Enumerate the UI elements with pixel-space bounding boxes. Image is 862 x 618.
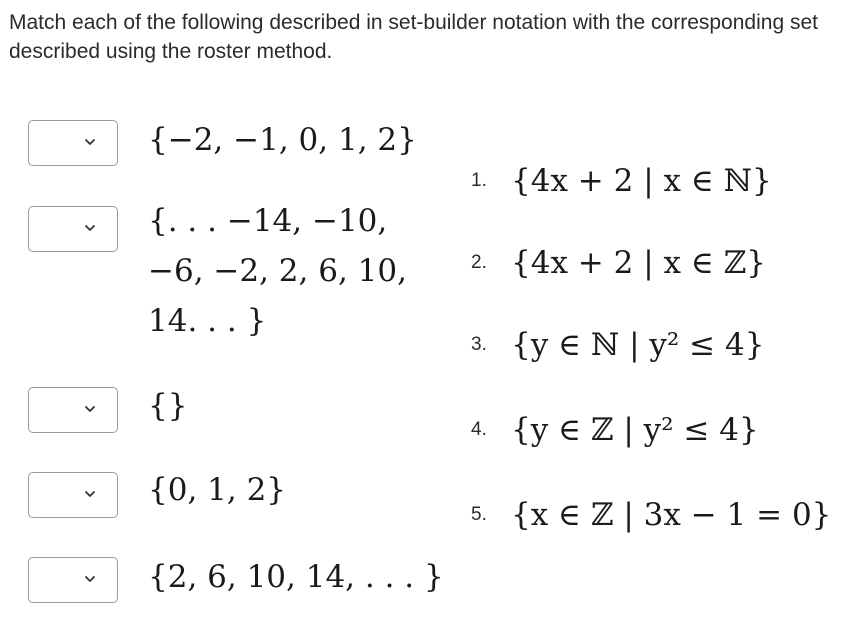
match-dropdown-2[interactable] — [28, 206, 118, 252]
roster-set-line: {0, 1, 2} — [148, 472, 287, 508]
option-number: 1. — [471, 170, 487, 191]
roster-set-line: 14. . . } — [148, 303, 267, 339]
roster-set-4 — [148, 465, 286, 515]
roster-set-3 — [148, 381, 187, 431]
chevron-down-icon — [83, 402, 97, 416]
match-dropdown-3[interactable] — [28, 387, 118, 433]
match-dropdown-1[interactable] — [28, 120, 118, 166]
set-builder-option-3 — [471, 327, 764, 363]
roster-set-line: {. . . −14, −10, — [148, 203, 388, 239]
roster-set-line: −6, −2, 2, 6, 10, — [148, 253, 407, 289]
set-builder-option-4 — [471, 412, 759, 448]
set-builder-option-5 — [471, 497, 831, 533]
roster-set-line: {2, 6, 10, 14, . . . } — [148, 559, 444, 595]
option-expression: {4x + 2 | x ∈ ℤ} — [511, 245, 766, 281]
chevron-down-icon — [83, 221, 97, 235]
chevron-down-icon — [83, 572, 97, 586]
chevron-down-icon — [83, 135, 97, 149]
option-number: 3. — [471, 334, 487, 355]
set-builder-option-2 — [471, 245, 766, 281]
option-expression: {x ∈ ℤ | 3x − 1 = 0} — [511, 497, 832, 533]
match-dropdown-4[interactable] — [28, 472, 118, 518]
roster-set-5 — [148, 552, 444, 602]
roster-set-line: {−2, −1, 0, 1, 2} — [148, 122, 417, 158]
roster-set-1 — [148, 115, 417, 165]
option-expression: {y ∈ ℕ | y² ≤ 4} — [511, 327, 765, 363]
set-builder-option-1 — [471, 163, 772, 199]
option-number: 4. — [471, 419, 487, 440]
option-number: 2. — [471, 252, 487, 273]
option-expression: {4x + 2 | x ∈ ℕ} — [511, 163, 772, 199]
option-number: 5. — [471, 504, 487, 525]
chevron-down-icon — [83, 487, 97, 501]
roster-set-2 — [148, 196, 407, 346]
question-prompt: Match each of the following described in set-builder notation with the corresponding set described using the roster method. — [9, 11, 818, 63]
roster-set-line: {} — [148, 388, 188, 424]
option-expression: {y ∈ ℤ | y² ≤ 4} — [511, 412, 759, 448]
match-dropdown-5[interactable] — [28, 557, 118, 603]
